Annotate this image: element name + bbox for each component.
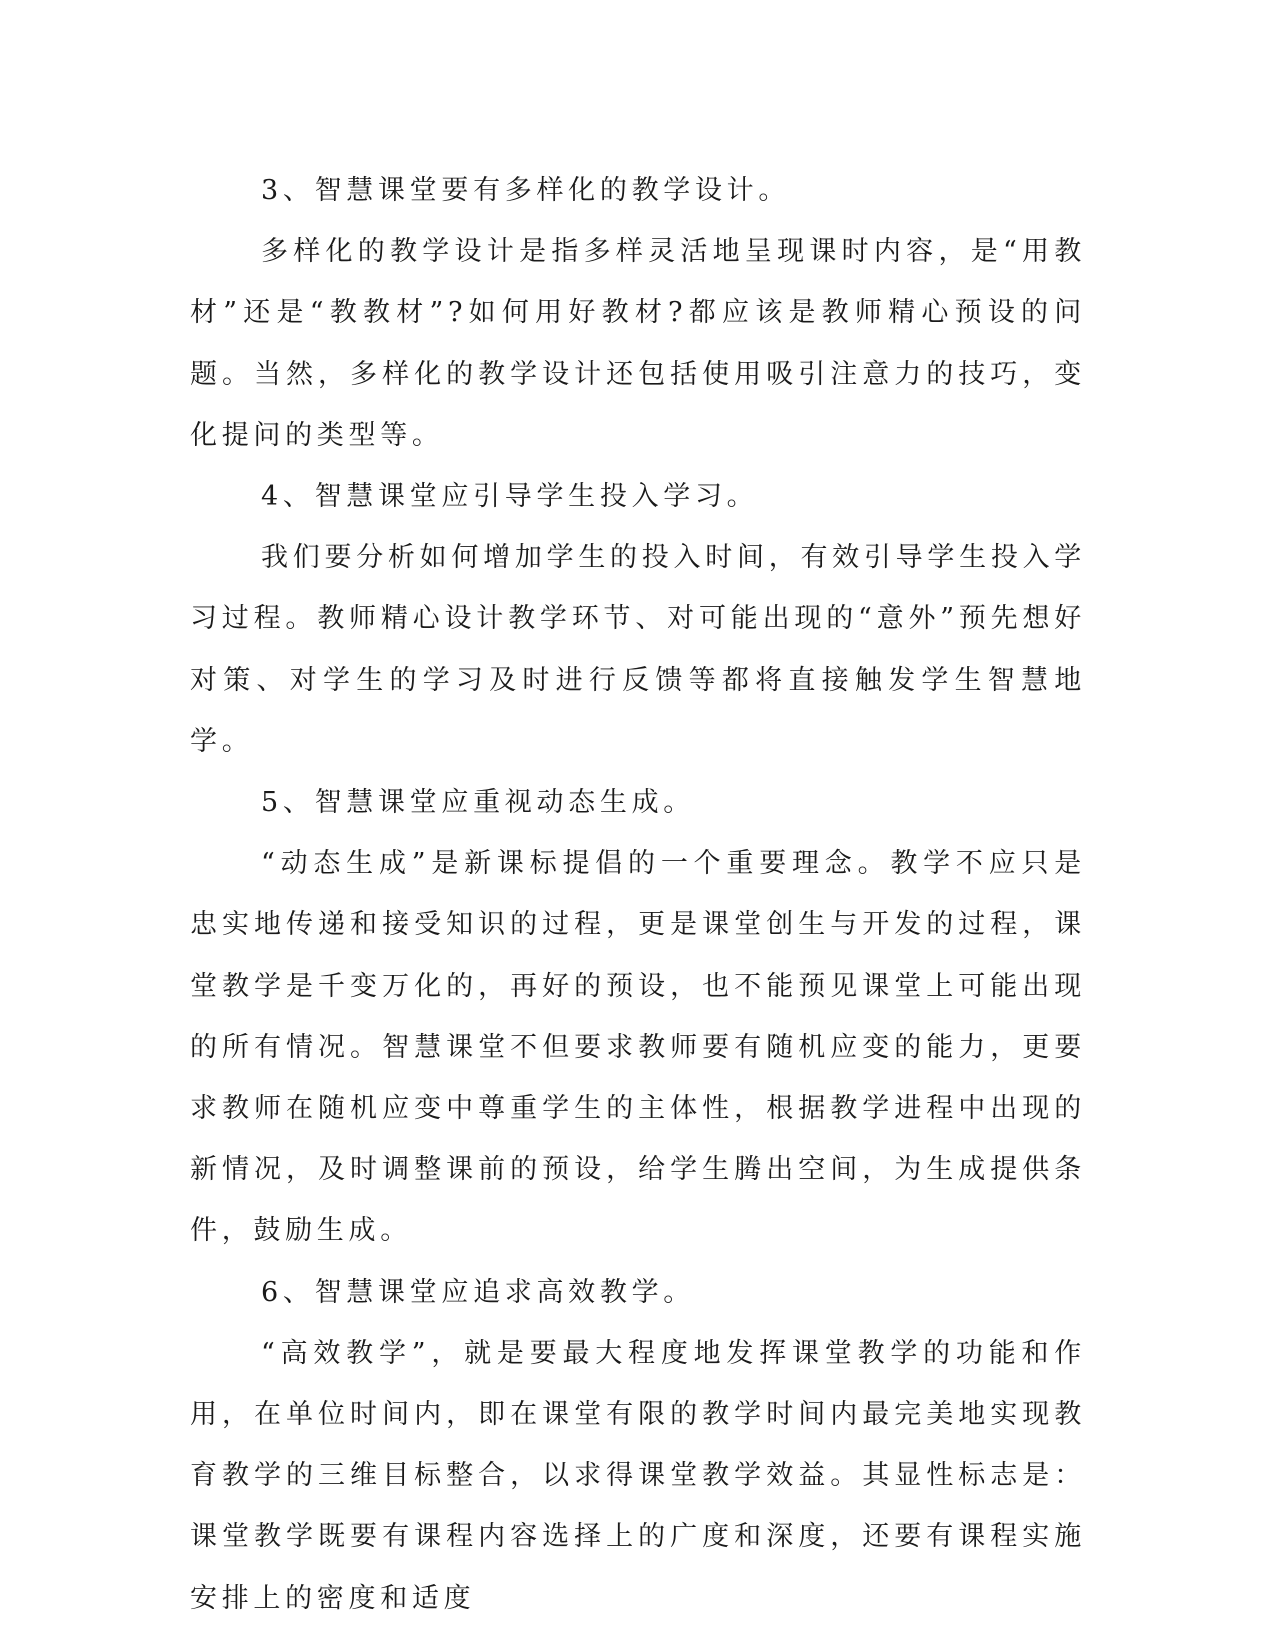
paragraph-student-engagement: 我们要分析如何增加学生的投入时间，有效引导学生投入学习过程。教师精心设计教学环节、对可能出现的“意外”预先想好对策、对学生的学习及时进行反馈等都将直接触发学生智慧地学。 (190, 542, 1086, 757)
section-heading-5: 5、智慧课堂应重视动态生成。 (261, 787, 695, 819)
section-heading-3: 3、智慧课堂要有多样化的教学设计。 (261, 175, 791, 206)
section-heading-4: 4、智慧课堂应引导学生投入学习。 (261, 481, 759, 513)
section-heading-6: 6、智慧课堂应追求高效教学。 (261, 1276, 695, 1308)
paragraph-diverse-design: 多样化的教学设计是指多样灵活地呈现课时内容，是“用教材”还是“教教材”?如何用好教材?都应该是教师精心预设的问题。当然，多样化的教学设计还包括使用吸引注意力的技巧，变化提问的类型等。 (190, 236, 1086, 451)
paragraph-efficient-teaching: “高效教学”，就是要最大程度地发挥课堂教学的功能和作用，在单位时间内，即在课堂有限的教学时间内最完美地实现教育教学的三维目标整合，以求得课堂教学效益。其显性标志是：课堂教学既要有课程内容选择上的广度和深度，还要有课程实施安排上的密度和适度 (190, 1337, 1086, 1614)
paragraph-dynamic-generation: “动态生成”是新课标提倡的一个重要理念。教学不应只是忠实地传递和接受知识的过程，更是课堂创生与开发的过程，课堂教学是千变万化的，再好的预设，也不能预见课堂上可能出现的所有情况。智慧课堂不但要求教师要有随机应变的能力，更要求教师在随机应变中尊重学生的主体性，根据教学进程中出现的新情况，及时调整课前的预设，给学生腾出空间，为生成提供条件，鼓励生成。 (190, 848, 1086, 1247)
document-body (190, 160, 1086, 1629)
